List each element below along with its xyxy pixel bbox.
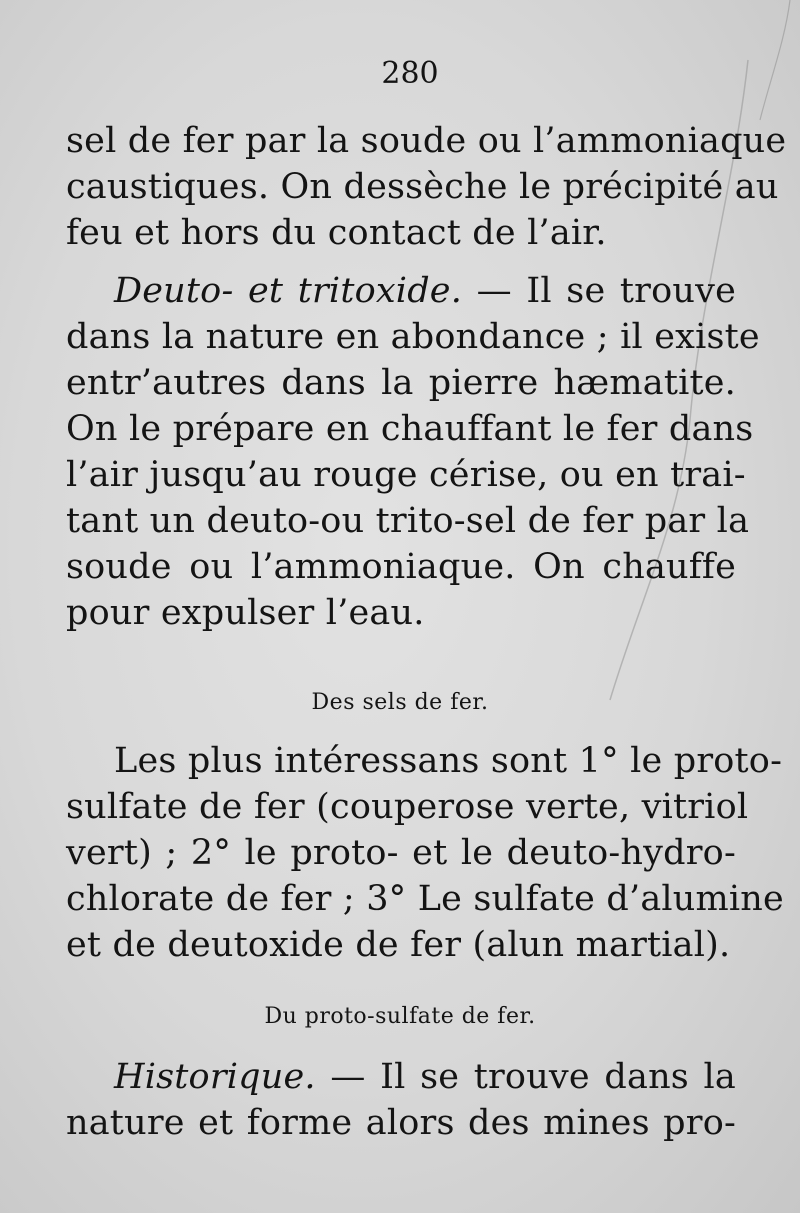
text-line: pour expulser l’eau. [66,593,425,633]
text-line [66,1054,736,1100]
paragraph-4 [66,1054,736,1146]
text-line: Les plus intéressans sont 1° le proto- [114,741,783,781]
text-line: dans la nature en abondance ; il existe [66,317,760,357]
text-line: l’air jusqu’au rouge cérise, ou en trai- [66,455,746,495]
text-fragment: — Il se trouve [476,271,736,311]
text-line: chlorate de fer ; 3° Le sulfate d’alumine [66,879,784,919]
text-line: entr’autres dans la pierre hæmatite. [66,363,736,403]
text-line: soude ou l’ammoniaque. On chauffe [66,547,736,587]
text-line: On le prépare en chauffant le fer dans [66,409,754,449]
paragraph-2 [66,268,760,636]
text-line: caustiques. On dessèche le précipité au [66,167,779,207]
text-line: et de deutoxide de fer (alun martial). [66,925,731,965]
paragraph-1 [66,118,787,256]
text-line [66,268,736,314]
page-number: 280 [381,56,439,91]
section-heading: Du proto-sulfate de fer. [264,1004,536,1029]
paragraph-3 [66,738,784,968]
text-line: tant un deuto-ou trito-sel de fer par la [66,501,750,541]
section-heading: Des sels de fer. [311,690,489,715]
text-line: nature et forme alors des mines pro- [66,1103,736,1143]
text-line: sulfate de fer (couperose verte, vitriol [66,787,749,827]
text-line: vert) ; 2° le proto- et le deuto-hydro- [66,833,736,873]
text-line: sel de fer par la soude ou l’ammoniaque [66,121,787,161]
text-line: feu et hors du contact de l’air. [66,213,607,253]
section-term: Historique. [114,1057,316,1097]
section-term: Deuto- et tritoxide. [114,271,463,311]
text-fragment: — Il se trouve dans la [330,1057,737,1097]
